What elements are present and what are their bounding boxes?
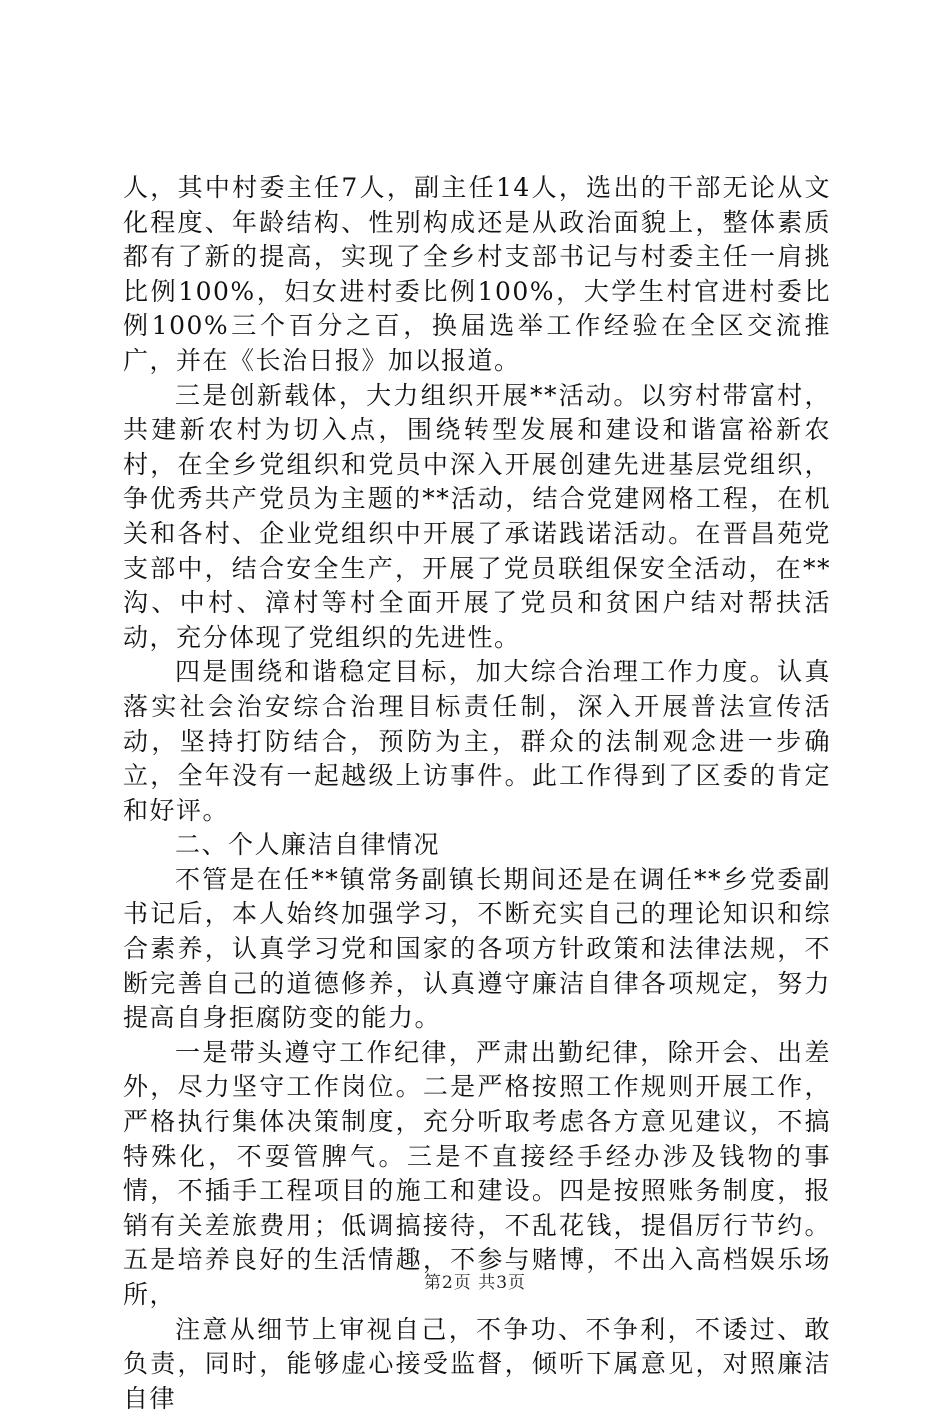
paragraph-5: 一是带头遵守工作纪律，严肃出勤纪律，除开会、出差外，尽力坚守工作岗位。二是严格按照工作规则开展工作，严格执行集体决策制度，充分听取考虑各方意见建议，不搞特殊化，不耍管脾气。三是不直接经手经办涉及钱物的事情，不插手工程项目的施工和建设。四是按照账务制度，报销有关差旅费用；低调搞接待，不乱花钱，提倡厉行节约。五是培养良好的生活情趣，不参与赌博，不出入高档娱乐场所，	[123, 1037, 831, 1309]
paragraph-4: 不管是在任**镇常务副镇长期间还是在调任**乡党委副书记后，本人始终加强学习，不断充实自己的理论知识和综合素养，认真学习党和国家的各项方针政策和法律法规，不断完善自己的道德修养，认真遵守廉洁自律各项规定，努力提高自身拒腐防变的能力。	[123, 864, 831, 1033]
paragraph-2: 三是创新载体，大力组织开展**活动。以穷村带富村，共建新农村为切入点，围绕转型发展和建设和谐富裕新农村，在全乡党组织和党员中深入开展创建先进基层党组织，争优秀共产党员为主题的**活动，结合党建网格工程，在机关和各村、企业党组织中开展了承诺践诺活动。在晋昌苑党支部中，结合安全生产，开展了党员联组保安全活动，在**沟、中村、漳村等村全面开展了党员和贫困户结对帮扶活动，充分体现了党组织的先进性。	[123, 380, 831, 652]
paragraph-3: 四是围绕和谐稳定目标，加大综合治理工作力度。认真落实社会治安综合治理目标责任制，深入开展普法宣传活动，坚持打防结合，预防为主，群众的法制观念进一步确立，全年没有一起越级上访事件。此工作得到了区委的肯定和好评。	[123, 657, 831, 825]
section-heading: 二、个人廉洁自律情况	[175, 830, 441, 860]
document-body	[123, 171, 831, 1416]
paragraph-1: 人，其中村委主任7人，副主任14人，选出的干部无论从文化程度、年龄结构、性别构成还是从政治面貌上，整体素质都有了新的提高，实现了全乡村支部书记与村委主任一肩挑比例100%，妇女进村委比例100%，大学生村官进村委比例100%三个百分之百，换届选举工作经验在全区交流推广，并在《长治日报》加以报道。	[123, 173, 831, 375]
paragraph-6: 注意从细节上审视自己，不争功、不争利，不诿过、敢负责，同时，能够虚心接受监督，倾听下属意见，对照廉洁自律	[123, 1314, 831, 1413]
page-footer: 第2页 共3页	[423, 1273, 527, 1293]
